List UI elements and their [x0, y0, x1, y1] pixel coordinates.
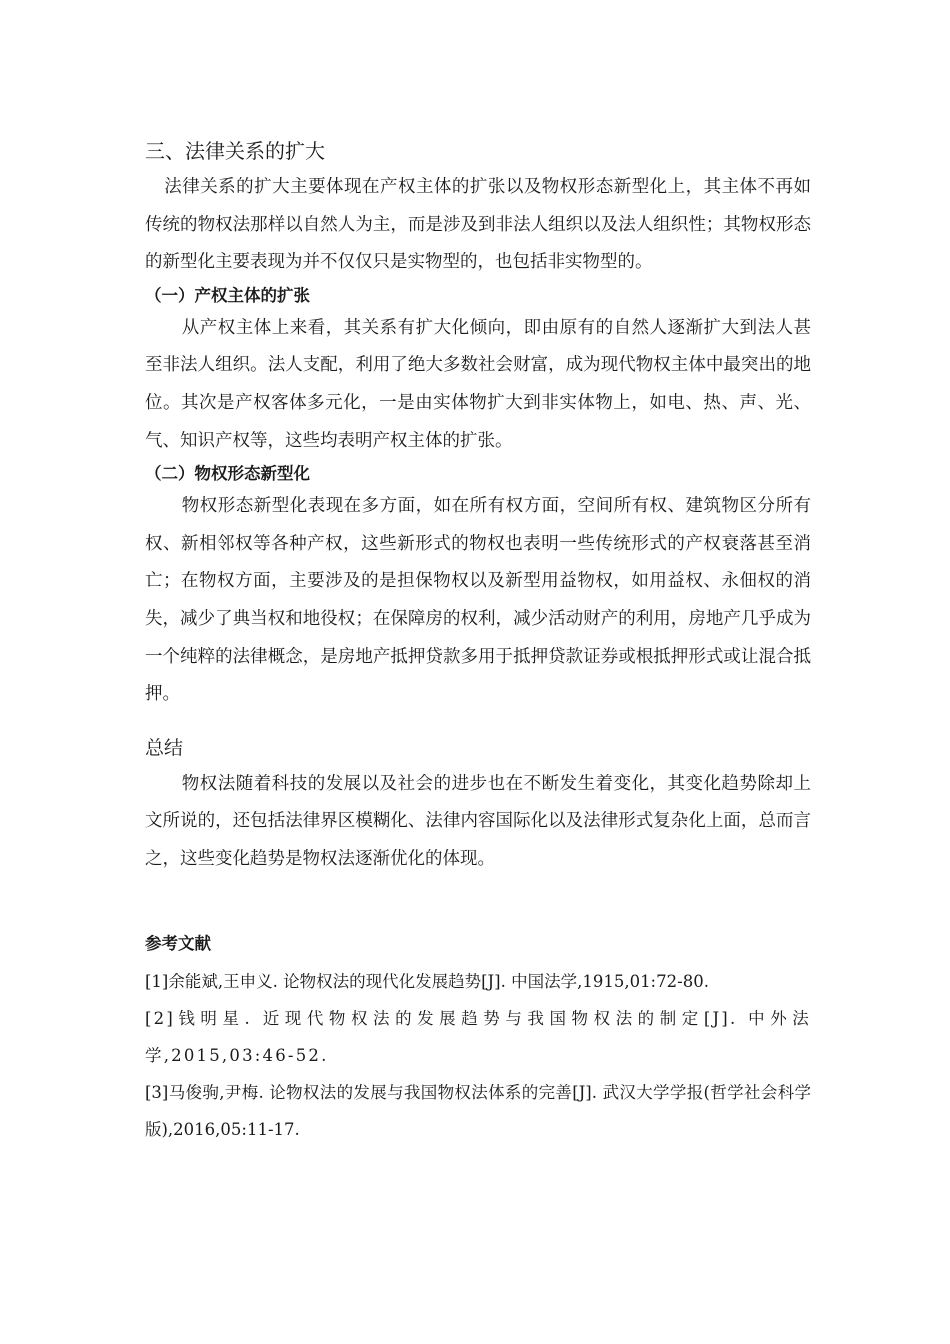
reference-item-3: [3]马俊驹,尹梅. 论物权法的发展与我国物权法体系的完善[J]. 武汉大学学报(哲学社会科学版),2016,05:11-17. — [145, 1082, 811, 1139]
reference-item-1: [1]余能斌,王申义. 论物权法的现代化发展趋势[J]. 中国法学,1915,01:72-80. — [145, 971, 709, 991]
subsection-heading-2: （二）物权形态新型化 — [145, 464, 310, 484]
subsection-1-paragraph: 从产权主体上来看，其关系有扩大化倾向，即由原有的自然人逐渐扩大到法人甚至非法人组织。法人支配，利用了绝大多数社会财富，成为现代物权主体中最突出的地位。其次是产权客体多元化，一是由实体物扩大到非实体物上，如电、热、声、光、气、知识产权等，这些均表明产权主体的扩张。 — [145, 317, 811, 451]
summary-paragraph: 物权法随着科技的发展以及社会的进步也在不断发生着变化，其变化趋势除却上文所说的，还包括法律界区模糊化、法律内容国际化以及法律形式复杂化上面，总而言之，这些变化趋势是物权法逐渐优化的体现。 — [145, 773, 811, 869]
summary-heading: 总结 — [145, 736, 184, 759]
reference-item-2: [2]钱明星. 近现代物权法的发展趋势与我国物权法的制定[J]. 中外法学,2015,03:46-52. — [145, 1008, 811, 1065]
subsection-2-paragraph: 物权形态新型化表现在多方面，如在所有权方面，空间所有权、建筑物区分所有权、新相邻权等各种产权，这些新形式的物权也表明一些传统形式的产权衰落甚至消亡；在物权方面，主要涉及的是担保物权以及新型用益物权，如用益权、永佃权的消失，减少了典当权和地役权；在保障房的权利，减少活动财产的利用，房地产几乎成为一个纯粹的法律概念，是房地产抵押贷款多用于抵押贷款证券或根抵押形式或让混合抵押。 — [145, 496, 811, 705]
section-heading: 三、法律关系的扩大 — [145, 139, 325, 163]
section-intro-paragraph: 法律关系的扩大主要体现在产权主体的扩张以及物权形态新型化上，其主体不再如传统的物权法那样以自然人为主，而是涉及到非法人组织以及法人组织性；其物权形态的新型化主要表现为并不仅仅只是实物型的，也包括非实物型的。 — [145, 177, 811, 273]
references-heading: 参考文献 — [145, 933, 211, 953]
subsection-heading-1: （一）产权主体的扩张 — [145, 285, 310, 305]
document-body — [145, 133, 811, 1148]
